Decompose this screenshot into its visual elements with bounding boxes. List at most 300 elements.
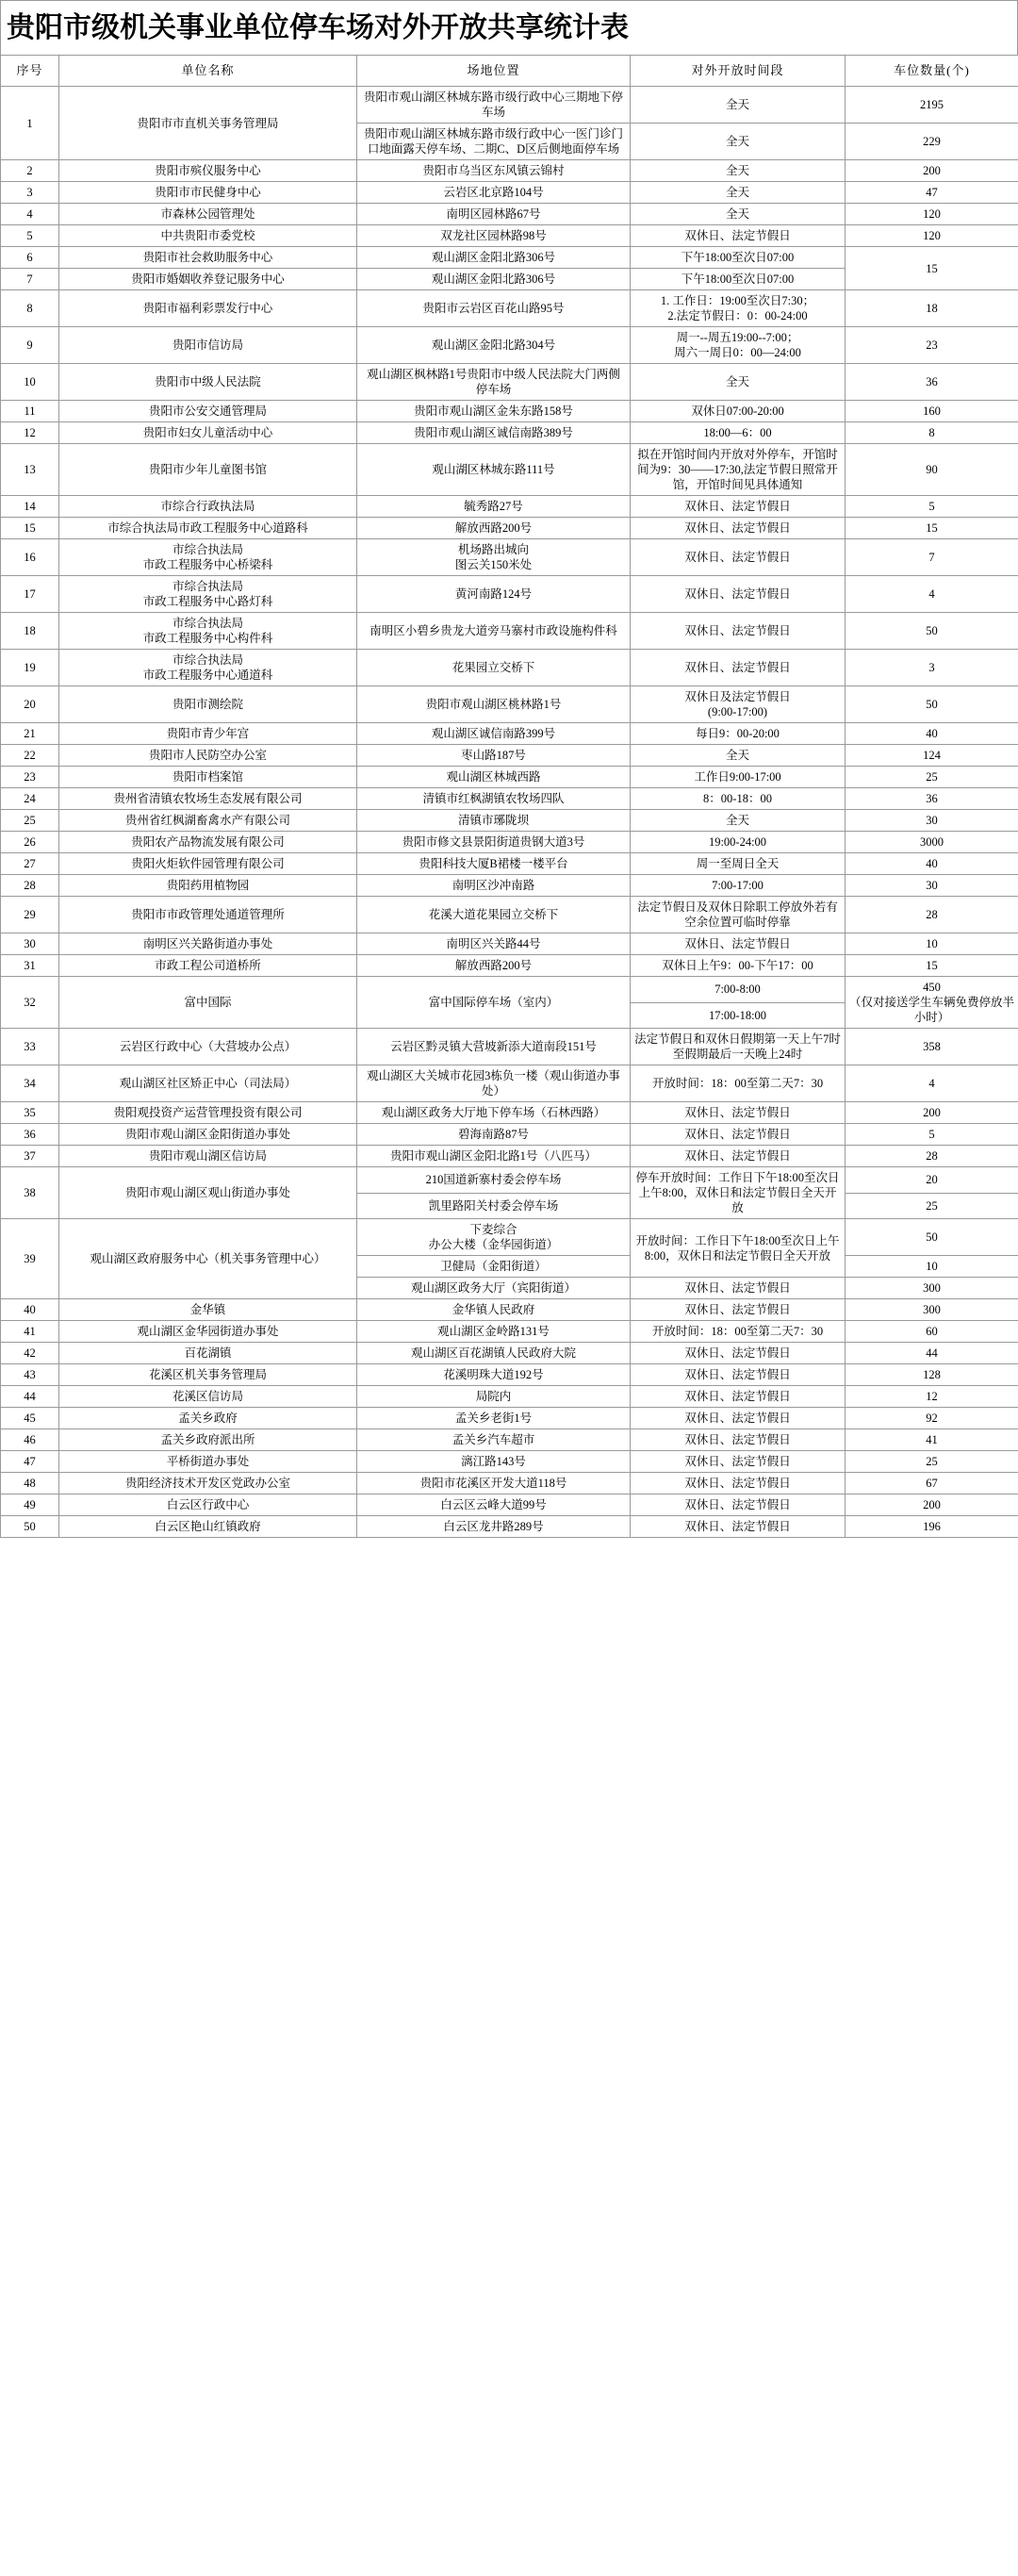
cell-unit: 贵阳市市直机关事务管理局	[59, 87, 357, 160]
cell-unit: 贵阳市社会救助服务中心	[59, 247, 357, 269]
cell-location: 白云区龙井路289号	[357, 1516, 631, 1538]
cell-location: 漓江路143号	[357, 1451, 631, 1473]
cell-location: 花果园立交桥下	[357, 650, 631, 686]
cell-time: 全天	[631, 182, 846, 204]
cell-time: 7:00-8:00	[631, 977, 846, 1003]
table-row	[1, 1124, 1018, 1146]
cell-no: 16	[1, 539, 59, 576]
cell-unit: 贵阳药用植物园	[59, 875, 357, 897]
cell-time: 全天	[631, 87, 846, 124]
cell-location: 毓秀路27号	[357, 496, 631, 518]
cell-no: 18	[1, 613, 59, 650]
table-row	[1, 875, 1018, 897]
cell-location: 贵阳市观山湖区林城东路市级行政中心三期地下停车场	[357, 87, 631, 124]
cell-count: 120	[846, 225, 1018, 247]
cell-time: 双休日、法定节假日	[631, 1494, 846, 1516]
cell-unit: 市政工程公司道桥所	[59, 955, 357, 977]
cell-time: 双休日07:00-20:00	[631, 401, 846, 422]
cell-count: 40	[846, 723, 1018, 745]
cell-unit: 平桥街道办事处	[59, 1451, 357, 1473]
cell-no: 47	[1, 1451, 59, 1473]
cell-unit: 贵阳市公安交通管理局	[59, 401, 357, 422]
cell-location: 观山湖区政务大厅（宾阳街道）	[357, 1278, 631, 1299]
cell-count: 50	[846, 1219, 1018, 1256]
table-row	[1, 745, 1018, 767]
cell-location: 黄河南路124号	[357, 576, 631, 613]
cell-unit: 贵阳市测绘院	[59, 686, 357, 723]
cell-count: 5	[846, 496, 1018, 518]
cell-count: 128	[846, 1364, 1018, 1386]
cell-unit: 南明区兴关路街道办事处	[59, 933, 357, 955]
cell-unit: 金华镇	[59, 1299, 357, 1321]
column-header-count: 车位数量(个)	[846, 56, 1018, 87]
cell-location: 观山湖区政务大厅地下停车场（石林西路）	[357, 1102, 631, 1124]
table-row	[1, 1299, 1018, 1321]
cell-time: 下午18:00至次日07:00	[631, 247, 846, 269]
table-row	[1, 1451, 1018, 1473]
cell-count: 30	[846, 875, 1018, 897]
title-band	[0, 0, 1018, 55]
cell-time: 停车开放时间：工作日下午18:00至次日上午8:00，双休日和法定节假日全天开放	[631, 1167, 846, 1219]
table-row	[1, 1167, 1018, 1194]
cell-location: 清镇市红枫湖镇农牧场四队	[357, 788, 631, 810]
cell-no: 38	[1, 1167, 59, 1219]
cell-no: 2	[1, 160, 59, 182]
cell-no: 10	[1, 364, 59, 401]
cell-no: 40	[1, 1299, 59, 1321]
cell-count: 18	[846, 290, 1018, 327]
cell-time: 双休日、法定节假日	[631, 650, 846, 686]
cell-unit: 市综合执法局 市政工程服务中心路灯科	[59, 576, 357, 613]
cell-time: 双休日、法定节假日	[631, 496, 846, 518]
table-row	[1, 182, 1018, 204]
cell-location: 白云区云峰大道99号	[357, 1494, 631, 1516]
cell-no: 35	[1, 1102, 59, 1124]
table-row	[1, 160, 1018, 182]
cell-no: 17	[1, 576, 59, 613]
cell-location: 孟关乡汽车超市	[357, 1429, 631, 1451]
cell-time: 1. 工作日：19:00至次日7:30； 2.法定节假日：0：00-24:00	[631, 290, 846, 327]
table-row	[1, 767, 1018, 788]
table-row	[1, 422, 1018, 444]
cell-time: 双休日、法定节假日	[631, 1516, 846, 1538]
cell-no: 20	[1, 686, 59, 723]
cell-no: 13	[1, 444, 59, 496]
cell-time: 法定节假日及双休日除职工停放外若有空余位置可临时停靠	[631, 897, 846, 933]
cell-location: 南明区沙冲南路	[357, 875, 631, 897]
cell-time: 开放时间：18：00至第二天7：30	[631, 1065, 846, 1102]
cell-location: 花溪明珠大道192号	[357, 1364, 631, 1386]
cell-count: 12	[846, 1386, 1018, 1408]
cell-time: 全天	[631, 160, 846, 182]
cell-unit: 贵阳市婚姻收养登记服务中心	[59, 269, 357, 290]
cell-location: 花溪大道花果园立交桥下	[357, 897, 631, 933]
cell-no: 14	[1, 496, 59, 518]
cell-no: 24	[1, 788, 59, 810]
table-head	[1, 56, 1018, 87]
cell-unit: 市综合行政执法局	[59, 496, 357, 518]
cell-time: 双休日、法定节假日	[631, 1102, 846, 1124]
cell-time: 双休日及法定节假日 (9:00-17:00)	[631, 686, 846, 723]
cell-no: 5	[1, 225, 59, 247]
cell-location: 贵阳市乌当区东风镇云锦村	[357, 160, 631, 182]
cell-count: 200	[846, 1494, 1018, 1516]
cell-unit: 贵阳市少年儿童图书馆	[59, 444, 357, 496]
cell-location: 枣山路187号	[357, 745, 631, 767]
cell-time: 开放时间：工作日下午18:00至次日上午8:00，双休日和法定节假日全天开放	[631, 1219, 846, 1278]
cell-count: 90	[846, 444, 1018, 496]
table-row	[1, 444, 1018, 496]
cell-unit: 贵阳火炬软件园管理有限公司	[59, 853, 357, 875]
cell-no: 1	[1, 87, 59, 160]
table-row	[1, 613, 1018, 650]
cell-no: 9	[1, 327, 59, 364]
cell-no: 3	[1, 182, 59, 204]
cell-no: 6	[1, 247, 59, 269]
table-row	[1, 1343, 1018, 1364]
cell-unit: 花溪区机关事务管理局	[59, 1364, 357, 1386]
cell-location: 凯里路阳关村委会停车场	[357, 1193, 631, 1219]
cell-time: 双休日、法定节假日	[631, 1473, 846, 1494]
cell-no: 48	[1, 1473, 59, 1494]
cell-no: 28	[1, 875, 59, 897]
table-row	[1, 1146, 1018, 1167]
cell-location: 贵阳市修文县景阳街道贵钢大道3号	[357, 832, 631, 853]
cell-count: 10	[846, 933, 1018, 955]
cell-time: 双休日、法定节假日	[631, 613, 846, 650]
cell-time: 双休日、法定节假日	[631, 518, 846, 539]
cell-location: 观山湖区金阳北路306号	[357, 269, 631, 290]
cell-location: 观山湖区金岭路131号	[357, 1321, 631, 1343]
table-row	[1, 1473, 1018, 1494]
cell-unit: 贵阳市福利彩票发行中心	[59, 290, 357, 327]
cell-no: 27	[1, 853, 59, 875]
cell-no: 34	[1, 1065, 59, 1102]
cell-count: 23	[846, 327, 1018, 364]
table-row	[1, 290, 1018, 327]
table-row	[1, 1321, 1018, 1343]
cell-no: 19	[1, 650, 59, 686]
cell-no: 43	[1, 1364, 59, 1386]
cell-location: 云岩区黔灵镇大营坡新添大道南段151号	[357, 1029, 631, 1065]
table-row	[1, 1386, 1018, 1408]
cell-location: 观山湖区金阳北路304号	[357, 327, 631, 364]
cell-time: 全天	[631, 745, 846, 767]
cell-unit: 贵阳市档案馆	[59, 767, 357, 788]
table-row	[1, 1429, 1018, 1451]
cell-location: 清镇市琊陇坝	[357, 810, 631, 832]
cell-no: 21	[1, 723, 59, 745]
cell-time: 拟在开馆时间内开放对外停车，开馆时间为9：30——17:30,法定节假日照常开馆，开馆时间见具体通知	[631, 444, 846, 496]
cell-time: 17:00-18:00	[631, 1002, 846, 1029]
cell-count: 28	[846, 897, 1018, 933]
cell-count: 3000	[846, 832, 1018, 853]
cell-time: 18:00—6：00	[631, 422, 846, 444]
cell-unit: 观山湖区金华园街道办事处	[59, 1321, 357, 1343]
cell-no: 25	[1, 810, 59, 832]
cell-count: 50	[846, 686, 1018, 723]
cell-unit: 百花湖镇	[59, 1343, 357, 1364]
cell-unit: 贵阳市信访局	[59, 327, 357, 364]
cell-location: 贵阳市观山湖区诚信南路389号	[357, 422, 631, 444]
cell-location: 卫健局（金阳街道）	[357, 1256, 631, 1278]
cell-time: 双休日、法定节假日	[631, 1386, 846, 1408]
table-row	[1, 401, 1018, 422]
cell-unit: 贵州省红枫湖畜禽水产有限公司	[59, 810, 357, 832]
cell-no: 33	[1, 1029, 59, 1065]
cell-no: 45	[1, 1408, 59, 1429]
cell-time: 周一--周五19:00--7:00； 周六一周日0：00—24:00	[631, 327, 846, 364]
column-header-time: 对外开放时间段	[631, 56, 846, 87]
table-row	[1, 897, 1018, 933]
cell-count: 25	[846, 767, 1018, 788]
table-row	[1, 1029, 1018, 1065]
table-row	[1, 87, 1018, 124]
cell-location: 贵阳市云岩区百花山路95号	[357, 290, 631, 327]
cell-count: 200	[846, 1102, 1018, 1124]
cell-location: 云岩区北京路104号	[357, 182, 631, 204]
cell-unit: 市综合执法局 市政工程服务中心通道科	[59, 650, 357, 686]
cell-unit: 贵阳市市政管理处通道管理所	[59, 897, 357, 933]
cell-count: 450 （仅对接送学生车辆免费停放半小时）	[846, 977, 1018, 1029]
cell-count: 15	[846, 518, 1018, 539]
cell-unit: 贵阳市青少年宫	[59, 723, 357, 745]
cell-time: 周一至周日全天	[631, 853, 846, 875]
table-row	[1, 327, 1018, 364]
cell-count: 358	[846, 1029, 1018, 1065]
cell-location: 局院内	[357, 1386, 631, 1408]
cell-no: 36	[1, 1124, 59, 1146]
table-row	[1, 810, 1018, 832]
cell-unit: 贵阳市市民健身中心	[59, 182, 357, 204]
cell-location: 210国道新寨村委会停车场	[357, 1167, 631, 1194]
cell-unit: 白云区艳山红镇政府	[59, 1516, 357, 1538]
cell-no: 29	[1, 897, 59, 933]
cell-count: 229	[846, 124, 1018, 160]
table-row	[1, 1219, 1018, 1256]
cell-count: 30	[846, 810, 1018, 832]
cell-count: 41	[846, 1429, 1018, 1451]
cell-no: 30	[1, 933, 59, 955]
cell-no: 32	[1, 977, 59, 1029]
table-row	[1, 933, 1018, 955]
cell-count: 67	[846, 1473, 1018, 1494]
parking-statistics-table	[0, 55, 1018, 1538]
table-row	[1, 650, 1018, 686]
cell-no: 49	[1, 1494, 59, 1516]
table-row	[1, 1364, 1018, 1386]
cell-location: 下麦综合 办公大楼（金华园街道）	[357, 1219, 631, 1256]
cell-no: 50	[1, 1516, 59, 1538]
cell-location: 观山湖区林城东路111号	[357, 444, 631, 496]
cell-time: 双休日、法定节假日	[631, 576, 846, 613]
cell-count: 50	[846, 613, 1018, 650]
table-row	[1, 204, 1018, 225]
cell-count: 7	[846, 539, 1018, 576]
table-row	[1, 576, 1018, 613]
table-row	[1, 1102, 1018, 1124]
cell-time: 双休日、法定节假日	[631, 225, 846, 247]
cell-time: 法定节假日和双休日假期第一天上午7时至假期最后一天晚上24时	[631, 1029, 846, 1065]
cell-time: 开放时间：18：00至第二天7：30	[631, 1321, 846, 1343]
cell-count: 36	[846, 364, 1018, 401]
table-row	[1, 853, 1018, 875]
cell-time: 双休日、法定节假日	[631, 1343, 846, 1364]
cell-count: 124	[846, 745, 1018, 767]
cell-count: 120	[846, 204, 1018, 225]
cell-location: 观山湖区诚信南路399号	[357, 723, 631, 745]
cell-time: 下午18:00至次日07:00	[631, 269, 846, 290]
cell-unit: 花溪区信访局	[59, 1386, 357, 1408]
cell-unit: 观山湖区社区矫正中心（司法局）	[59, 1065, 357, 1102]
page-title: 贵阳市级机关事业单位停车场对外开放共享统计表	[7, 11, 629, 43]
cell-count: 300	[846, 1278, 1018, 1299]
cell-count: 8	[846, 422, 1018, 444]
cell-count: 28	[846, 1146, 1018, 1167]
cell-location: 南明区园林路67号	[357, 204, 631, 225]
cell-time: 双休日、法定节假日	[631, 1451, 846, 1473]
cell-location: 南明区兴关路44号	[357, 933, 631, 955]
cell-location: 贵阳市观山湖区金朱东路158号	[357, 401, 631, 422]
cell-location: 观山湖区林城西路	[357, 767, 631, 788]
cell-time: 19:00-24:00	[631, 832, 846, 853]
table-row	[1, 723, 1018, 745]
cell-unit: 市森林公园管理处	[59, 204, 357, 225]
cell-unit: 贵阳市观山湖区信访局	[59, 1146, 357, 1167]
cell-count: 15	[846, 955, 1018, 977]
cell-time: 双休日、法定节假日	[631, 1299, 846, 1321]
column-header-unit: 单位名称	[59, 56, 357, 87]
table-row	[1, 225, 1018, 247]
cell-no: 37	[1, 1146, 59, 1167]
cell-location: 碧海南路87号	[357, 1124, 631, 1146]
column-header-no: 序号	[1, 56, 59, 87]
cell-count: 4	[846, 1065, 1018, 1102]
cell-count: 25	[846, 1193, 1018, 1219]
cell-time: 双休日、法定节假日	[631, 1124, 846, 1146]
cell-time: 双休日、法定节假日	[631, 933, 846, 955]
cell-no: 11	[1, 401, 59, 422]
cell-count: 300	[846, 1299, 1018, 1321]
cell-no: 8	[1, 290, 59, 327]
cell-count: 196	[846, 1516, 1018, 1538]
cell-time: 双休日、法定节假日	[631, 539, 846, 576]
cell-count: 160	[846, 401, 1018, 422]
cell-no: 31	[1, 955, 59, 977]
cell-count: 47	[846, 182, 1018, 204]
cell-location: 贵阳市观山湖区林城东路市级行政中心一医门诊门口地面露天停车场、二期C、D区后侧地面停车场	[357, 124, 631, 160]
cell-unit: 孟关乡政府	[59, 1408, 357, 1429]
cell-location: 孟关乡老街1号	[357, 1408, 631, 1429]
cell-time: 双休日、法定节假日	[631, 1364, 846, 1386]
cell-location: 观山湖区大关城市花园3栋负一楼（观山街道办事处）	[357, 1065, 631, 1102]
cell-no: 7	[1, 269, 59, 290]
table-row	[1, 977, 1018, 1003]
cell-no: 23	[1, 767, 59, 788]
table-body	[1, 87, 1018, 1538]
cell-unit: 贵阳经济技术开发区党政办公室	[59, 1473, 357, 1494]
cell-no: 4	[1, 204, 59, 225]
cell-unit: 贵阳农产品物流发展有限公司	[59, 832, 357, 853]
cell-location: 贵阳市花溪区开发大道118号	[357, 1473, 631, 1494]
table-row	[1, 364, 1018, 401]
cell-unit: 市综合执法局 市政工程服务中心桥梁科	[59, 539, 357, 576]
cell-location: 富中国际停车场（室内）	[357, 977, 631, 1029]
cell-time: 全天	[631, 124, 846, 160]
cell-time: 双休日上午9：00-下午17：00	[631, 955, 846, 977]
cell-location: 南明区小碧乡贵龙大道旁马寨村市政设施构件科	[357, 613, 631, 650]
cell-unit: 贵阳市观山湖区金阳街道办事处	[59, 1124, 357, 1146]
cell-count: 3	[846, 650, 1018, 686]
table-row	[1, 832, 1018, 853]
cell-no: 26	[1, 832, 59, 853]
cell-no: 41	[1, 1321, 59, 1343]
table-row	[1, 788, 1018, 810]
cell-time: 全天	[631, 204, 846, 225]
cell-location: 贵阳市观山湖区金阳北路1号（八匹马）	[357, 1146, 631, 1167]
cell-unit: 中共贵阳市委党校	[59, 225, 357, 247]
cell-no: 15	[1, 518, 59, 539]
cell-count: 4	[846, 576, 1018, 613]
cell-unit: 贵阳市观山湖区观山街道办事处	[59, 1167, 357, 1219]
table-row	[1, 1516, 1018, 1538]
table-row	[1, 686, 1018, 723]
cell-time: 全天	[631, 364, 846, 401]
cell-unit: 市综合执法局 市政工程服务中心构件科	[59, 613, 357, 650]
cell-time: 每日9：00-20:00	[631, 723, 846, 745]
cell-time: 双休日、法定节假日	[631, 1429, 846, 1451]
table-row	[1, 955, 1018, 977]
cell-time: 7:00-17:00	[631, 875, 846, 897]
column-header-location: 场地位置	[357, 56, 631, 87]
cell-location: 贵阳科技大厦B裙楼一楼平台	[357, 853, 631, 875]
cell-no: 22	[1, 745, 59, 767]
cell-unit: 贵阳市人民防空办公室	[59, 745, 357, 767]
cell-count: 44	[846, 1343, 1018, 1364]
cell-unit: 贵阳市中级人民法院	[59, 364, 357, 401]
cell-unit: 云岩区行政中心（大营坡办公点）	[59, 1029, 357, 1065]
cell-count: 40	[846, 853, 1018, 875]
cell-no: 39	[1, 1219, 59, 1299]
cell-time: 全天	[631, 810, 846, 832]
cell-location: 观山湖区百花湖镇人民政府大院	[357, 1343, 631, 1364]
cell-location: 机场路出城向 图云关150米处	[357, 539, 631, 576]
cell-location: 金华镇人民政府	[357, 1299, 631, 1321]
cell-unit: 贵阳观投资产运营管理投资有限公司	[59, 1102, 357, 1124]
cell-location: 双龙社区园林路98号	[357, 225, 631, 247]
cell-count: 15	[846, 247, 1018, 290]
cell-time: 双休日、法定节假日	[631, 1408, 846, 1429]
cell-time: 8：00-18：00	[631, 788, 846, 810]
cell-time: 双休日、法定节假日	[631, 1146, 846, 1167]
table-row	[1, 1408, 1018, 1429]
cell-unit: 观山湖区政府服务中心（机关事务管理中心）	[59, 1219, 357, 1299]
cell-location: 观山湖区枫林路1号贵阳市中级人民法院大门两侧停车场	[357, 364, 631, 401]
header-row	[1, 56, 1018, 87]
cell-no: 12	[1, 422, 59, 444]
cell-unit: 市综合执法局市政工程服务中心道路科	[59, 518, 357, 539]
cell-unit: 白云区行政中心	[59, 1494, 357, 1516]
cell-no: 42	[1, 1343, 59, 1364]
cell-unit: 富中国际	[59, 977, 357, 1029]
cell-count: 92	[846, 1408, 1018, 1429]
cell-unit: 贵州省清镇农牧场生态发展有限公司	[59, 788, 357, 810]
cell-location: 观山湖区金阳北路306号	[357, 247, 631, 269]
cell-unit: 贵阳市妇女儿童活动中心	[59, 422, 357, 444]
cell-no: 44	[1, 1386, 59, 1408]
cell-location: 解放西路200号	[357, 955, 631, 977]
cell-time: 工作日9:00-17:00	[631, 767, 846, 788]
